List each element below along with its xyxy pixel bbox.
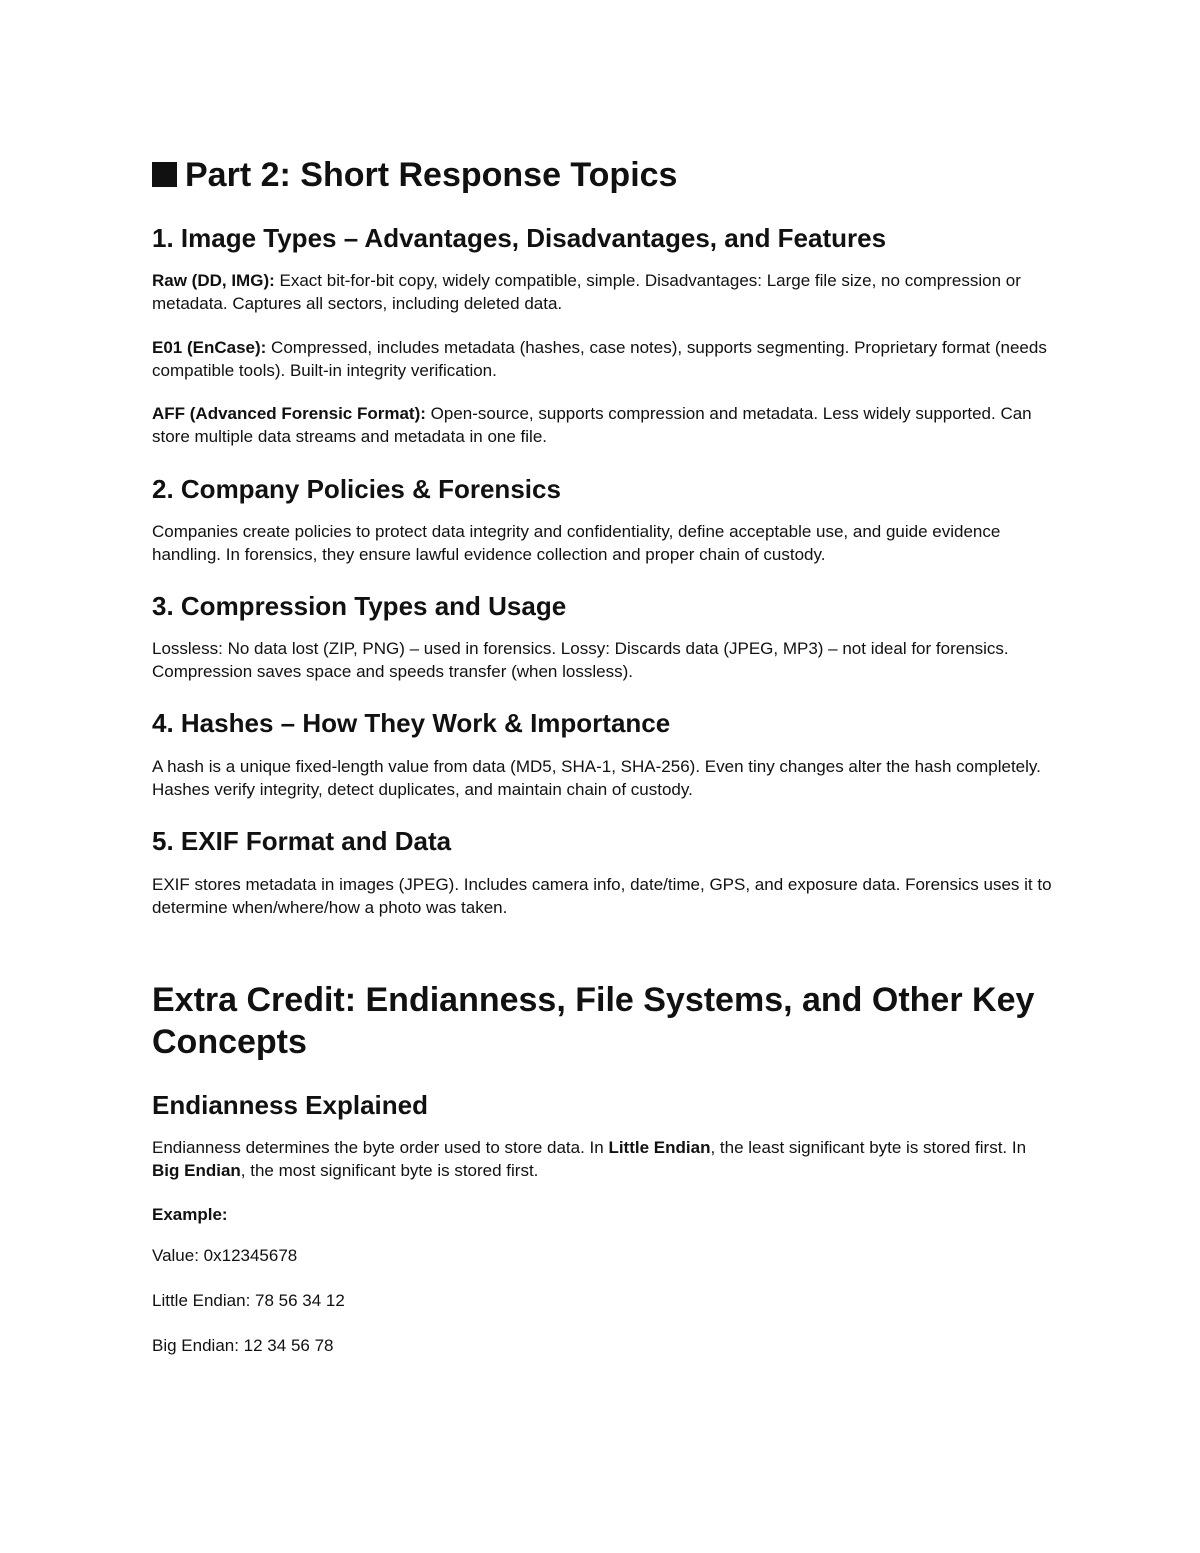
section-4-body: A hash is a unique fixed-length value from data (MD5, SHA-1, SHA-256). Even tiny changes alter the hash completely. Hashes verify integrity, detect duplicates, and maintain chain of custody. [152, 757, 1041, 799]
section-5-heading: 5. EXIF Format and Data [152, 826, 452, 856]
section-2-body: Companies create policies to protect data integrity and confidentiality, define acceptable use, and guide evidence handling. In forensics, they ensure lawful evidence collection and proper chain of custody. [152, 522, 1001, 564]
value-line: Value: 0x12345678 [152, 1246, 298, 1265]
e01-label: E01 (EnCase): [152, 338, 267, 357]
endianness-intro-part3: , the most significant byte is stored first. [240, 1161, 539, 1180]
endianness-intro-part1: Endianness determines the byte order used to store data. In [152, 1138, 609, 1157]
example-label-text: Example: [152, 1205, 228, 1224]
section-1-heading: 1. Image Types – Advantages, Disadvantages, and Features [152, 223, 887, 253]
little-endian-line: Little Endian: 78 56 34 12 [152, 1291, 345, 1310]
raw-text: Exact bit-for-bit copy, widely compatible, simple. Disadvantages: Large file size, no compression or metadata. Captures all sectors, including deleted data. [152, 271, 1021, 313]
e01-paragraph [152, 336, 1052, 382]
section-3-heading: 3. Compression Types and Usage [152, 591, 567, 621]
big-endian-line: Big Endian: 12 34 56 78 [152, 1336, 334, 1355]
example-label [152, 1203, 1052, 1226]
part2-title [152, 155, 677, 195]
raw-label: Raw (DD, IMG): [152, 271, 275, 290]
endianness-heading: Endianness Explained [152, 1090, 428, 1120]
section-3-body: Lossless: No data lost (ZIP, PNG) – used in forensics. Lossy: Discards data (JPEG, MP3) – not ideal for forensics. Compression saves space and speeds transfer (when lossless). [152, 639, 1009, 681]
big-endian-label: Big Endian [152, 1161, 241, 1180]
endianness-intro-part2: , the least significant byte is stored first. In [710, 1138, 1027, 1157]
black-square-icon [152, 162, 177, 187]
endianness-intro [152, 1136, 1052, 1182]
little-endian-label: Little Endian [608, 1138, 711, 1157]
section-2-heading: 2. Company Policies & Forensics [152, 474, 561, 504]
aff-paragraph [152, 402, 1052, 448]
e01-text: Compressed, includes metadata (hashes, case notes), supports segmenting. Proprietary format (needs compatible tools). Built-in integrity verification. [152, 338, 1047, 380]
section-4-heading: 4. Hashes – How They Work & Importance [152, 708, 671, 738]
raw-paragraph [152, 269, 1052, 315]
aff-text: Open-source, supports compression and metadata. Less widely supported. Can store multiple data streams and metadata in one file. [152, 404, 1032, 446]
part2-title-text: Part 2: Short Response Topics [185, 156, 678, 194]
extra-credit-title: Extra Credit: Endianness, File Systems, and Other Key Concepts [152, 981, 1035, 1061]
section-5-body: EXIF stores metadata in images (JPEG). Includes camera info, date/time, GPS, and exposure data. Forensics uses it to determine when/where/how a photo was taken. [152, 875, 1052, 917]
aff-label: AFF (Advanced Forensic Format): [152, 404, 426, 423]
